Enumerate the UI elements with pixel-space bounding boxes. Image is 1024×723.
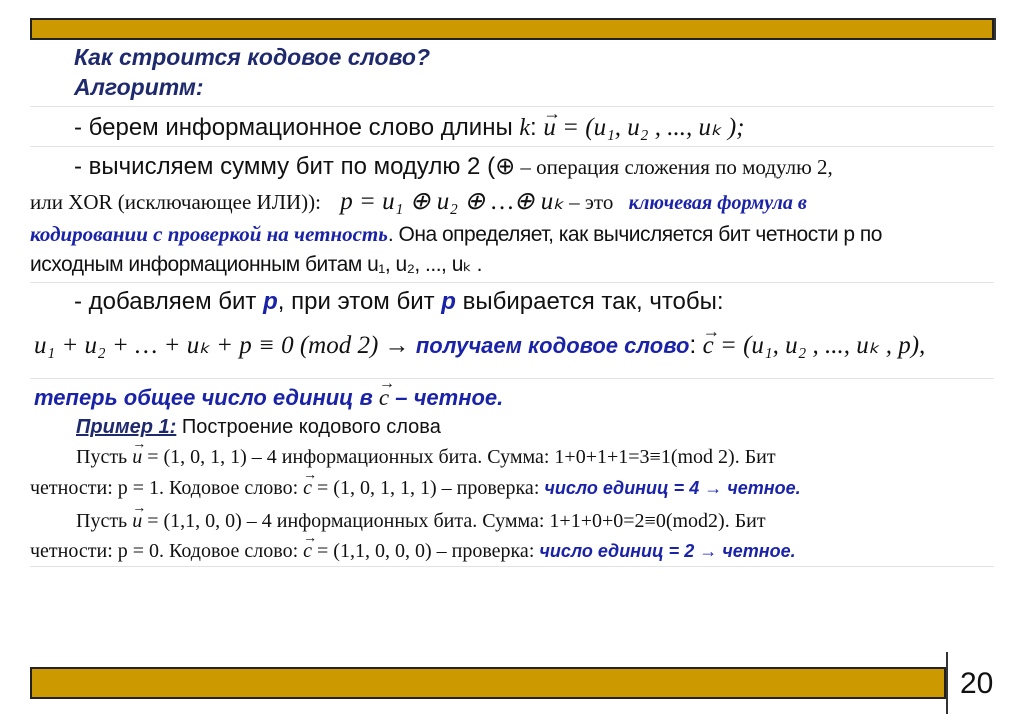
- parity-formula: p = u₁ ⊕ u₂ ⊕ …⊕ uₖ: [340, 188, 564, 215]
- example-1-vector-c: → c: [303, 477, 312, 500]
- step-2-line-1: [74, 152, 994, 181]
- bit-p-1: p: [263, 288, 278, 315]
- example-title: Построение кодового слова: [176, 416, 441, 438]
- example-1-codeword: = (1, 0, 1, 1, 1) – проверка:: [312, 477, 545, 499]
- vector-u: → u: [543, 114, 556, 142]
- step-3-text-b: , при этом бит: [277, 288, 442, 315]
- heading-question: Как строится кодовое слово?: [74, 44, 431, 70]
- example-2-codeword: = (1,1, 0, 0, 0) – проверка:: [312, 540, 540, 562]
- step-2-line-3: [30, 222, 882, 247]
- bottom-accent-bar: [30, 667, 946, 699]
- right-divider-bottom: [946, 652, 948, 714]
- example-2-vector-c: → c: [303, 540, 312, 563]
- step-1: [74, 112, 745, 142]
- step-1-formula: [543, 114, 744, 141]
- example-1-let: Пусть: [76, 446, 133, 468]
- page-number: 20: [960, 667, 994, 700]
- example-2-parity: четности: p = 0. Кодовое слово:: [30, 540, 304, 562]
- heading-algorithm: Алгоритм:: [74, 74, 204, 100]
- example-1-parity: четности: p = 1. Кодовое слово:: [30, 477, 304, 499]
- step-2-this-is: – это: [563, 190, 619, 214]
- example-1-sum: = (1, 0, 1, 1) – 4 информационных бита. Сумма: 1+0+1+1=3≡1(mod 2). Бит: [142, 446, 776, 468]
- example-1-line-2: [30, 477, 801, 500]
- example-2-check: число единиц = 2 → четное.: [539, 541, 796, 561]
- example-2-line-1: [76, 510, 990, 533]
- step-2-source-bits: исходным информационным битам u₁, u₂, ..., uₖ .: [30, 253, 482, 276]
- conclusion: [34, 385, 503, 411]
- step-2-explanation: . Она определяет, как вычисляется бит четности p по: [387, 223, 882, 246]
- step-3-text-a: - добавляем бит: [74, 288, 264, 315]
- top-accent-bar: [30, 18, 994, 40]
- example-1-line-1: [76, 446, 990, 469]
- key-formula-text-a: ключевая формула в: [628, 192, 807, 214]
- codeword-colon: :: [689, 331, 697, 359]
- row-separator: [30, 106, 994, 107]
- bit-p-2: p: [441, 288, 456, 315]
- step-2-text-a: - вычисляем сумму бит по модулю 2 (: [74, 153, 496, 180]
- example-label: Пример 1:: [76, 416, 177, 438]
- right-divider-top: [994, 18, 996, 40]
- codeword-label: получаем кодовое слово: [415, 333, 690, 358]
- step-2-xor-text: или XOR (исключающее ИЛИ)):: [30, 190, 321, 214]
- vector-c: → c: [703, 332, 714, 360]
- example-1-vector-u: → u: [132, 446, 142, 469]
- step-3-formula: [34, 330, 925, 360]
- step-3-line-1: [74, 288, 724, 316]
- step-1-colon: :: [530, 114, 537, 141]
- key-formula-text-b: кодировании с проверкой на четность: [30, 222, 388, 246]
- step-1-k: k: [519, 115, 531, 141]
- codeword-formula: = (u₁, u₂ , ..., uₖ , p),: [719, 332, 926, 359]
- step-2-text-b: – операция сложения по модулю 2,: [515, 155, 833, 179]
- example-2-sum: = (1,1, 0, 0) – 4 информационных бита. Сумма: 1+1+0+0=2≡0(mod2). Бит: [142, 510, 766, 532]
- conclusion-text-b: – четное.: [389, 385, 504, 410]
- step-1-formula-text: = (u₁, u₂ , ..., uₖ );: [562, 114, 745, 141]
- example-2-let: Пусть: [76, 510, 133, 532]
- step-1-text: - берем информационное слово длины: [74, 114, 520, 141]
- row-separator: [30, 566, 994, 567]
- parity-congruence: u₁ + u₂ + … + uₖ + p ≡ 0 (mod 2) →: [34, 332, 416, 359]
- step-2-line-4: [30, 252, 482, 277]
- example-heading: [76, 416, 441, 439]
- conclusion-text-a: теперь общее число единиц в: [34, 385, 379, 410]
- row-separator: [30, 378, 994, 379]
- example-1-check: число единиц = 4 → четное.: [544, 478, 801, 498]
- conclusion-vector-c: → c: [379, 385, 389, 411]
- example-2-line-2: [30, 540, 796, 563]
- row-separator: [30, 146, 994, 147]
- xor-symbol: ⊕: [495, 154, 516, 180]
- row-separator: [30, 282, 994, 283]
- step-3-text-c: выбирается так, чтобы:: [455, 288, 724, 315]
- step-2-line-2: [30, 186, 807, 216]
- example-2-vector-u: → u: [132, 510, 142, 533]
